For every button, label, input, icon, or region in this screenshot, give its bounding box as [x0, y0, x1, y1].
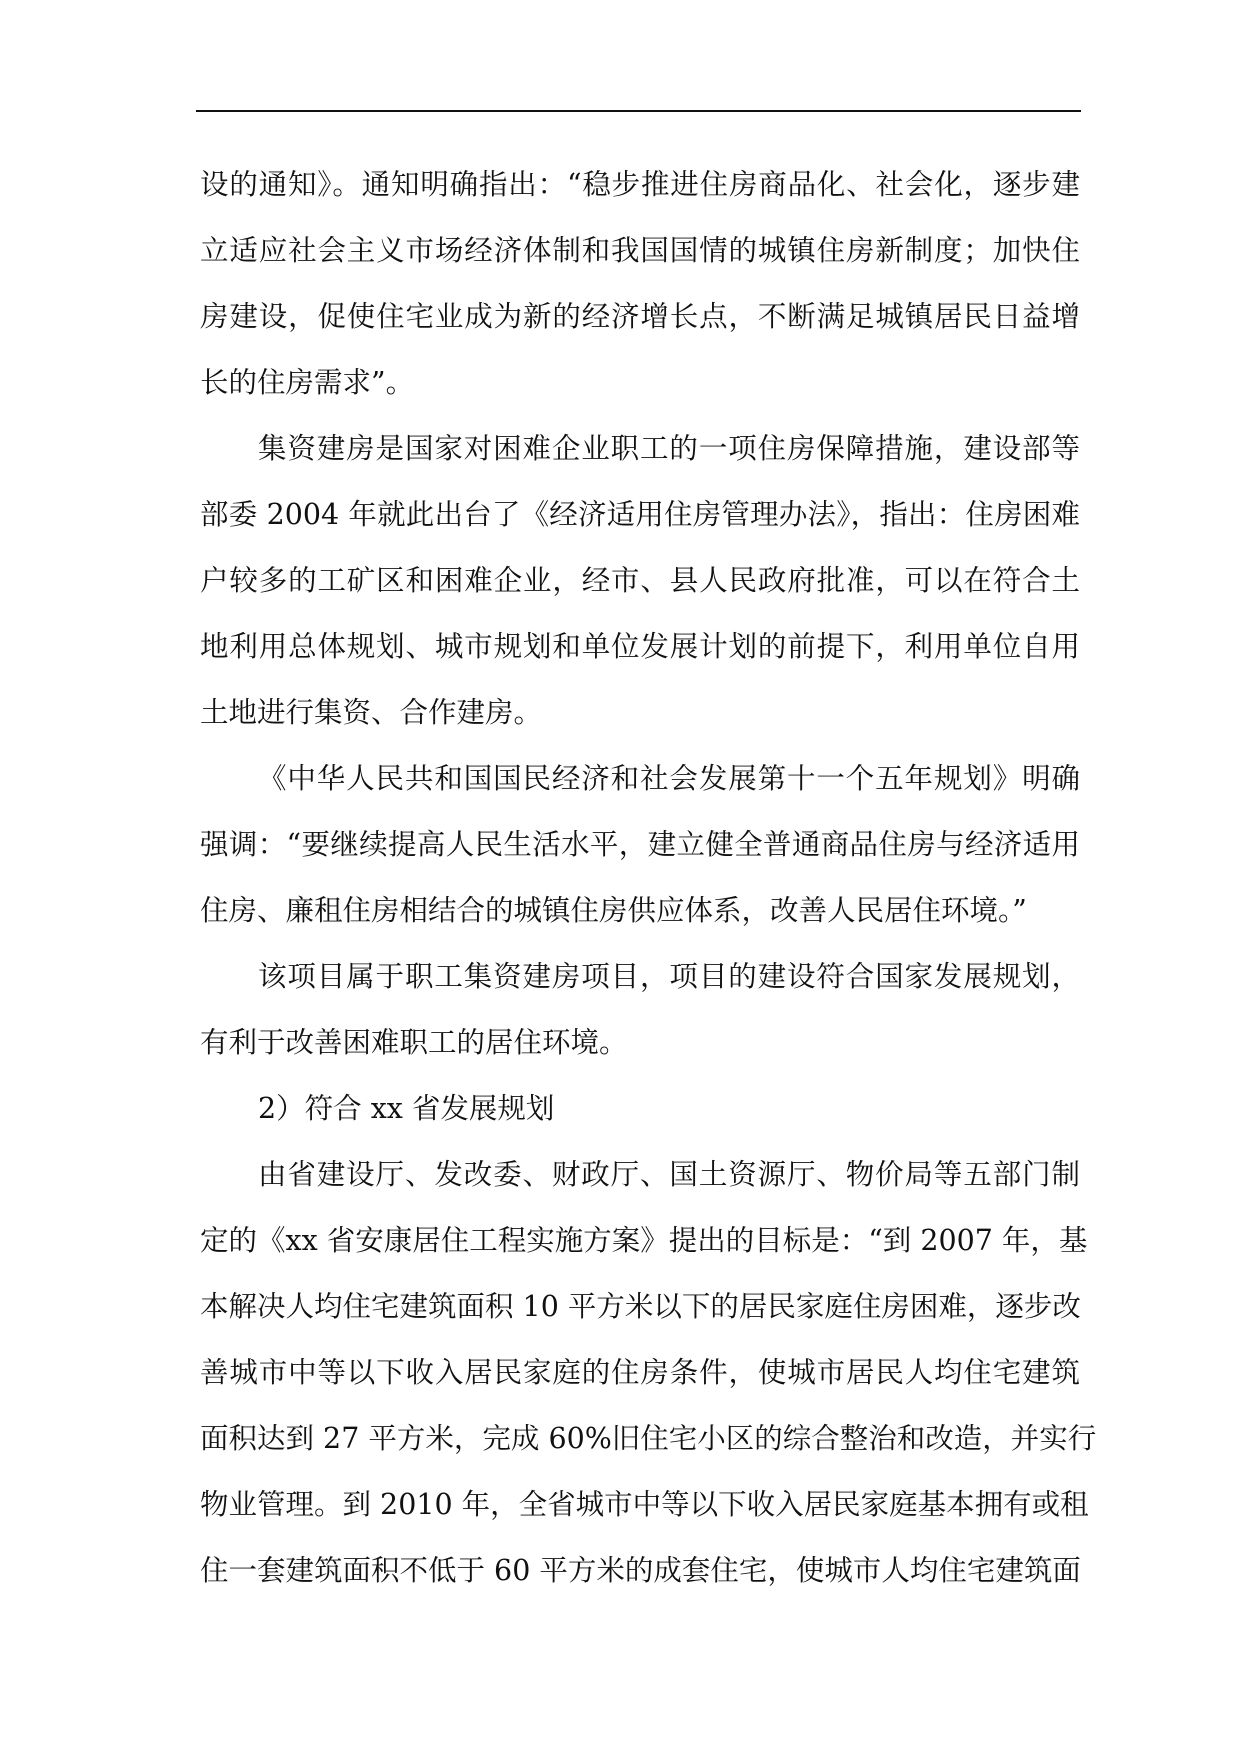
header-rule — [196, 110, 1081, 112]
text-line: 设的通知》。通知明确指出：“稳步推进住房商品化、社会化，逐步建 — [200, 168, 1080, 201]
text-line: 住一套建筑面积不低于 60 平方米的成套住宅，使城市人均住宅建筑面 — [200, 1554, 1081, 1587]
text-line: 集资建房是国家对困难企业职工的一项住房保障措施，建设部等 — [258, 432, 1080, 465]
body-text — [200, 152, 1097, 1604]
text-line: 房建设，促使住宅业成为新的经济增长点，不断满足城镇居民日益增 — [200, 300, 1080, 333]
text-line: 长的住房需求”。 — [200, 366, 415, 399]
text-line: 土地进行集资、合作建房。 — [200, 696, 543, 729]
text-line: 住房、廉租住房相结合的城镇住房供应体系，改善人民居住环境。” — [200, 894, 1027, 927]
text-line: 《中华人民共和国国民经济和社会发展第十一个五年规划》明确 — [258, 762, 1080, 795]
text-line: 部委 2004 年就此出台了《经济适用住房管理办法》，指出：住房困难 — [200, 498, 1080, 531]
text-line: 户较多的工矿区和困难企业，经市、县人民政府批准，可以在符合土 — [200, 564, 1080, 597]
text-line: 立适应社会主义市场经济体制和我国国情的城镇住房新制度；加快住 — [200, 234, 1080, 267]
text-line: 强调：“要继续提高人民生活水平，建立健全普通商品住房与经济适用 — [200, 828, 1080, 861]
text-line: 有利于改善困难职工的居住环境。 — [200, 1026, 628, 1059]
text-line: 面积达到 27 平方米，完成 60%旧住宅小区的综合整治和改造，并实行 — [200, 1422, 1097, 1455]
text-line: 善城市中等以下收入居民家庭的住房条件，使城市居民人均住宅建筑 — [200, 1356, 1080, 1389]
text-line: 该项目属于职工集资建房项目，项目的建设符合国家发展规划， — [258, 960, 1080, 993]
text-line: 2）符合 xx 省发展规划 — [258, 1092, 555, 1125]
text-line: 定的《xx 省安康居住工程实施方案》提出的目标是：“到 2007 年，基 — [200, 1224, 1088, 1257]
text-line: 物业管理。到 2010 年，全省城市中等以下收入居民家庭基本拥有或租 — [200, 1488, 1089, 1521]
text-line: 地利用总体规划、城市规划和单位发展计划的前提下，利用单位自用 — [200, 630, 1080, 663]
text-line: 本解决人均住宅建筑面积 10 平方米以下的居民家庭住房困难，逐步改 — [200, 1290, 1081, 1323]
text-line: 由省建设厅、发改委、财政厅、国土资源厅、物价局等五部门制 — [258, 1158, 1080, 1191]
